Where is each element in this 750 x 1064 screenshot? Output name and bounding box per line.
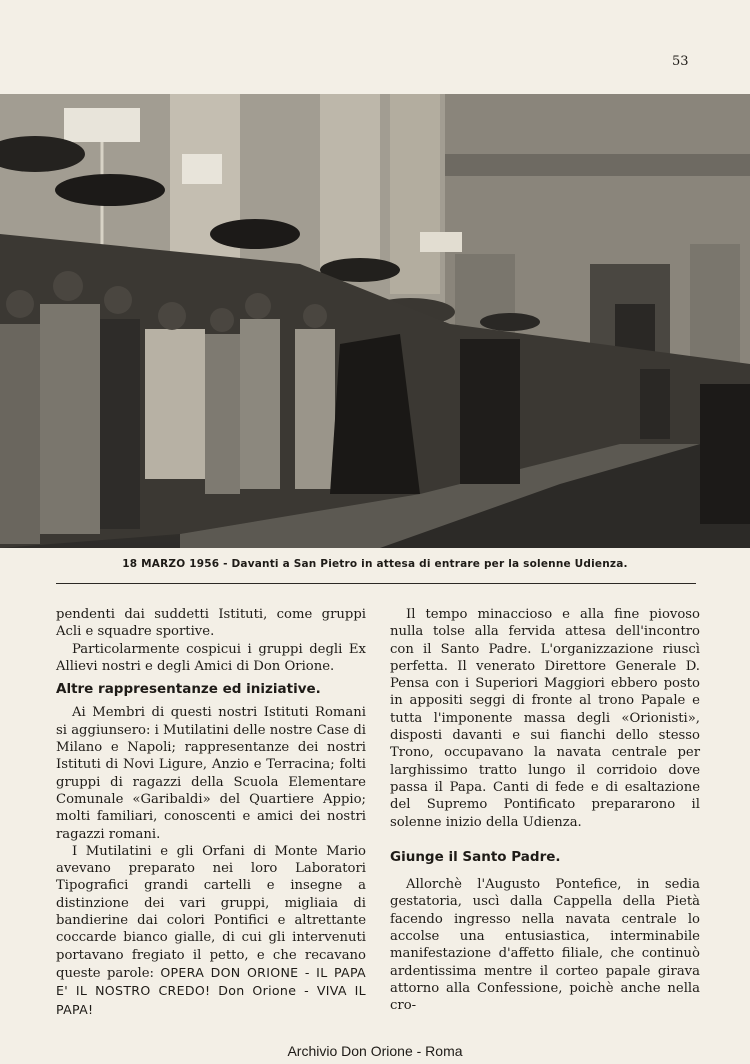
heading-giunge-il-santo-padre: Giunge il Santo Padre.	[390, 848, 561, 865]
sign-1	[64, 108, 140, 142]
head-2	[53, 271, 83, 301]
left-paragraph-2: Particolarmente cospicui i gruppi degli Ex Allievi nostri e degli Amici di Don Orione.	[56, 641, 366, 674]
figure-2	[40, 304, 100, 534]
figure-9	[700, 384, 750, 524]
page-number: 53	[672, 54, 689, 69]
figure-4	[145, 329, 205, 479]
left-paragraph-1: pendenti dai suddetti Istituti, come gruppi Acli e squadre sportive.	[56, 607, 366, 640]
photo-caption: 18 MARZO 1956 - Davanti a San Pietro in attesa di entrare per la solenne Udienza.	[122, 558, 628, 570]
facade-balustrade	[445, 154, 750, 176]
head-4	[158, 302, 186, 330]
head-5	[210, 308, 234, 332]
left-paragraph-3: Ai Membri di questi nostri Istituti Romani si aggiunsero: i Mutilatini delle nostre Case di Milano e Napoli; rappresentanze dei nostri Istituti di Novi Ligure, Anzio e Terracina; folti gruppi di ragazzi della Scuola Elementare Comunale «Garibaldi» del Quartiere Appio; molti familiari, conoscenti e amici dei nostri ragazzi romani.	[56, 705, 366, 842]
umbrella-1	[55, 174, 165, 206]
photo-illustration	[0, 94, 750, 548]
umbrella-6	[480, 313, 540, 331]
umbrella-3	[210, 219, 300, 249]
head-7	[303, 304, 327, 328]
right-paragraph-2: Allorchè l'Augusto Pontefice, in sedia gestatoria, uscì dalla Cappella della Pietà facendo ingresso nella navata centrale lo accolse una entusiastica, interminabile manifestazione d'affetto filiale, che continuò ardentissima mentre il corteo papale girava attorno alla Confessione, poichè anche nella cro-	[390, 877, 700, 1014]
archive-footer: Archivio Don Orione - Roma	[287, 1043, 463, 1059]
figure-3	[100, 319, 140, 529]
column-2	[320, 94, 380, 274]
head-6	[245, 293, 271, 319]
left-paragraph-4-text: I Mutilatini e gli Orfani di Monte Mario avevano preparato nei loro Laboratori Tipografici grandi cartelli e insegne a distinzione dei vari gruppi, migliaia di bandierine dai colori Pontifici e altrettante coccarde bianco gialle, di cui gli intervenuti portavano fregiato il petto, e che recavano queste parole:	[56, 843, 366, 981]
head-1	[6, 290, 34, 318]
figure-6	[240, 319, 280, 489]
figure-priest	[460, 339, 520, 484]
left-paragraph-4	[56, 843, 366, 1019]
sign-3	[420, 232, 462, 252]
figure-7	[295, 329, 335, 489]
figure-5	[205, 334, 240, 494]
right-column	[390, 606, 700, 1015]
heading-altre-rappresentanze: Altre rappresentanze ed iniziative.	[56, 681, 321, 698]
left-column	[56, 606, 366, 1019]
sign-2	[182, 154, 222, 184]
figure-1	[0, 324, 40, 544]
head-3	[104, 286, 132, 314]
right-paragraph-1: Il tempo minaccioso e alla fine piovoso nulla tolse alla fervida attesa dell'incontro con il Santo Padre. L'organizzazione riuscì perfetta. Il venerato Direttore Generale D. Pensa con i Superiori Maggiori ebbero posto in appositi seggi di fronte al trono Papale e tutta l'imponente massa degli «Orionisti», disposti davanti e sui fianchi dello stesso Trono, occupavano la navata centrale per larghissimo tratto lungo il corridoio dove passa il Papa. Canti di fede e di esaltazione del Supremo Pontificato prepararono il solenne inizio della Udienza.	[390, 607, 700, 830]
column-3	[390, 94, 440, 294]
photo-crowd-st-peters	[0, 94, 750, 548]
motto-text: OPERA DON ORIONE - IL PAPA E' IL NOSTRO CREDO! Don Orione - VIVA IL PAPA!	[56, 964, 366, 1017]
figure-8	[640, 369, 670, 439]
caption-divider	[56, 583, 696, 584]
